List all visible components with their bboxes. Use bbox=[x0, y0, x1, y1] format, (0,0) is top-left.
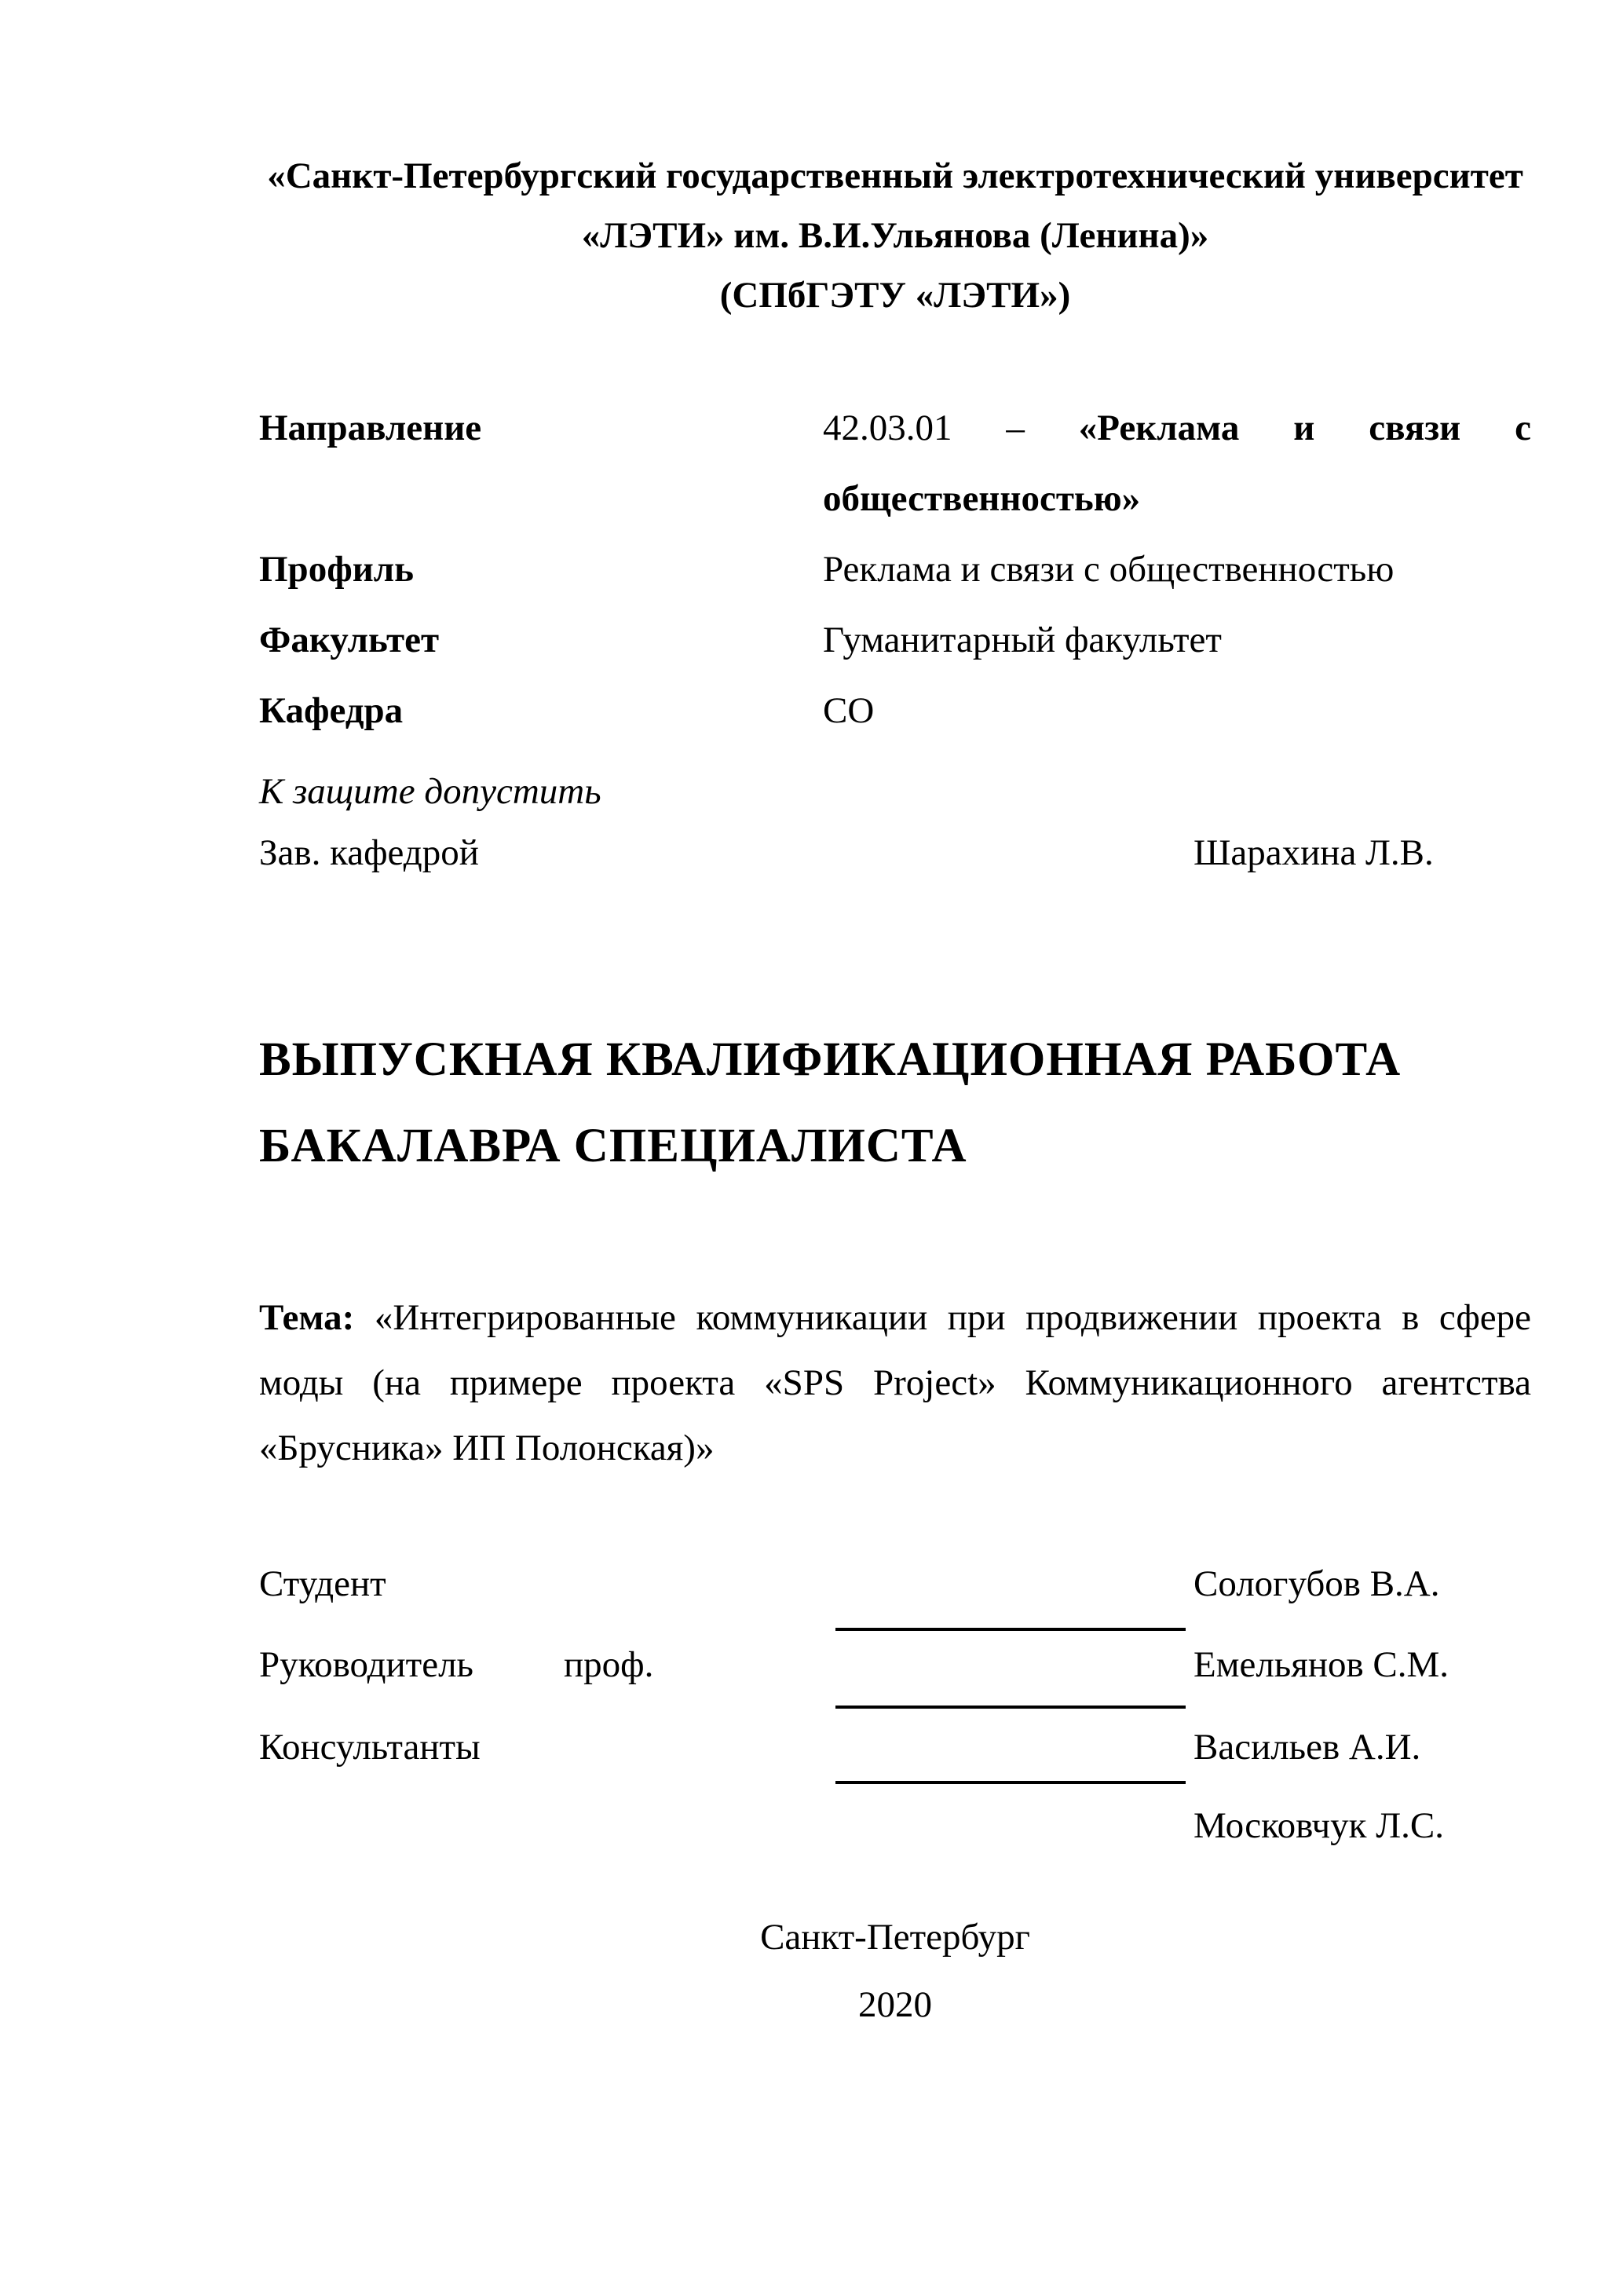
department-head-label: Зав. кафедрой bbox=[259, 832, 479, 873]
student-name: Сологубов В.А. bbox=[1193, 1563, 1440, 1604]
theme-line1-text: «Интегрированные коммуникации при продвижении проекта в сфере bbox=[374, 1297, 1532, 1338]
consultant1-name: Васильев А.И. bbox=[1193, 1727, 1421, 1768]
faculty-label: Факультет bbox=[259, 620, 440, 660]
profile-value: Реклама и связи с общественностью bbox=[823, 549, 1395, 590]
signature-line bbox=[835, 1706, 1186, 1709]
theme-line2: моды (на примере проекта «SPS Project» Коммуникационного агентства bbox=[259, 1362, 1531, 1403]
supervisor-rank: проф. bbox=[564, 1644, 654, 1685]
department-head-name: Шарахина Л.В. bbox=[1193, 832, 1434, 873]
consultants-label: Консультанты bbox=[259, 1727, 481, 1768]
direction-code: 42.03.01 bbox=[823, 408, 952, 448]
footer-year: 2020 bbox=[858, 1984, 932, 2025]
university-header bbox=[259, 146, 1531, 325]
work-title-line2: БАКАЛАВРА СПЕЦИАЛИСТА bbox=[259, 1120, 967, 1172]
theme-line1 bbox=[259, 1285, 1531, 1351]
direction-dash: – bbox=[1006, 408, 1025, 448]
supervisor-label: Руководитель bbox=[259, 1644, 473, 1685]
supervisor-name: Емельянов С.М. bbox=[1193, 1644, 1449, 1685]
student-row bbox=[259, 1548, 1531, 1619]
work-title bbox=[259, 1017, 1594, 1190]
direction-value bbox=[823, 393, 1531, 534]
direction-name-part2: общественностью» bbox=[823, 478, 1141, 519]
admission-row bbox=[259, 820, 1531, 886]
direction-value-line1 bbox=[823, 393, 1531, 463]
theme-paragraph bbox=[259, 1285, 1531, 1481]
student-label: Студент bbox=[259, 1563, 386, 1604]
department-value: СО bbox=[823, 690, 875, 731]
department-label: Кафедра bbox=[259, 690, 404, 731]
direction-name-part1: «Реклама и связи с bbox=[1078, 408, 1531, 448]
university-name-line1: «Санкт-Петербургский государственный электротехнический университет bbox=[267, 155, 1523, 196]
theme-label: Тема: bbox=[259, 1297, 355, 1338]
work-title-line1: ВЫПУСКНАЯ КВАЛИФИКАЦИОННАЯ РАБОТА bbox=[259, 1033, 1402, 1086]
consultants-row bbox=[259, 1712, 1531, 1782]
footer-city: Санкт-Петербург bbox=[760, 1917, 1030, 1958]
signature-line bbox=[835, 1781, 1186, 1784]
theme-line3: «Брусника» ИП Полонская)» bbox=[259, 1428, 715, 1468]
admission-phrase: К защите допустить bbox=[259, 771, 601, 812]
supervisor-row bbox=[259, 1629, 1531, 1700]
university-abbreviation: (СПбГЭТУ «ЛЭТИ») bbox=[719, 275, 1071, 316]
university-name-line2: «ЛЭТИ» им. В.И.Ульянова (Ленина)» bbox=[581, 215, 1209, 256]
direction-label: Направление bbox=[259, 408, 482, 448]
consultant2-name: Московчук Л.С. bbox=[1193, 1805, 1444, 1846]
faculty-value: Гуманитарный факультет bbox=[823, 620, 1222, 660]
profile-label: Профиль bbox=[259, 549, 415, 590]
